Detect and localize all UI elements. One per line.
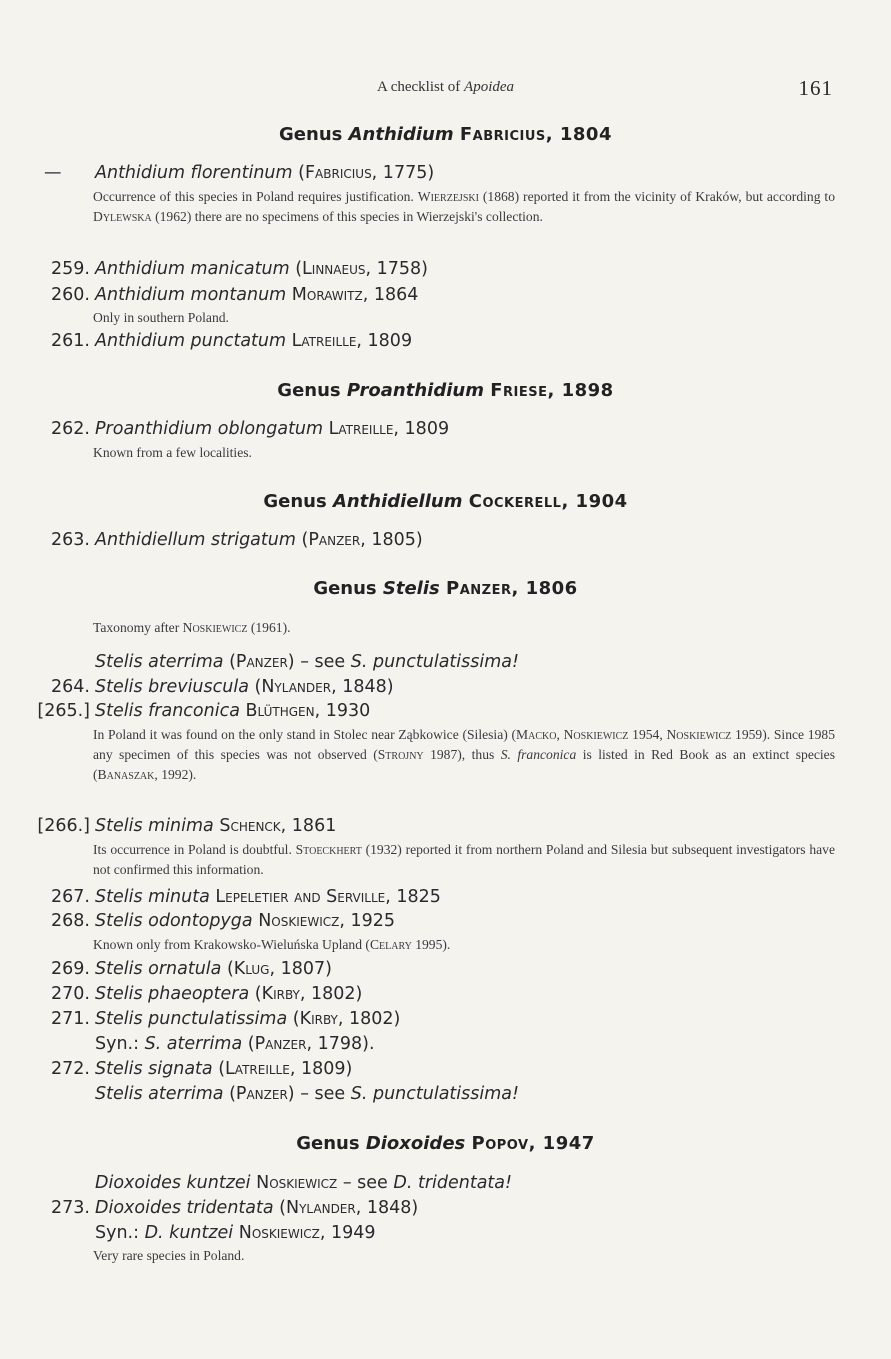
- genus-heading-stelis: Genus Stelis Panzer, 1806: [313, 578, 578, 599]
- page-number: 161: [798, 76, 833, 100]
- species-note: Occurrence of this species in Poland requires justification. Wierzejski (1868) reported it from the vicinity of Kraków, but according to Dylewska (1962) there are no specimens of this species in Wierzejski's collection.: [93, 189, 835, 224]
- genus-heading-anthidiellum: Genus Anthidiellum Cockerell, 1904: [263, 491, 628, 512]
- species-note: Only in southern Poland.: [93, 310, 229, 325]
- species-note: Very rare species in Poland.: [93, 1248, 245, 1263]
- species-note: Known from a few localities.: [93, 445, 252, 460]
- running-header: [0, 76, 891, 100]
- genus-heading-dioxoides: Genus Dioxoides Popov, 1947: [296, 1133, 595, 1154]
- species-note: In Poland it was found on the only stand in Stolec near Ząbkowice (Silesia) (Macko, Noskiewicz 1954, Noskiewicz 1959). Since 1985 any specimen of this species was not observed (Strojny 1987), thus S. franconica is listed in Red Book as an extinct species (Banaszak, 1992).: [93, 727, 835, 782]
- running-title: A checklist of Apoidea: [376, 79, 515, 95]
- genus-intro-note: Taxonomy after Noskiewicz (1961).: [93, 620, 291, 635]
- genus-heading-anthidium: Genus Anthidium Fabricius, 1804: [279, 124, 612, 145]
- species-note: Its occurrence in Poland is doubtful. Stoeckhert (1932) reported it from northern Poland and Silesia but subsequent investigators have not confirmed this information.: [93, 842, 835, 877]
- species-note: Known only from Krakowsko-Wieluńska Upland (Celary 1995).: [93, 937, 451, 952]
- document-page: A checklist of Apoidea 161 Genus Anthidium Fabricius, 1804 — Anthidium florentinum (Fabricius, 1775) Occurrence of this species in Poland requires justification. Wierzejski (1868) reported it from the vicinity of Kraków, but according to Dylewska (1962) there are no specimens of this species in Wierzejski's collection. 259. Anthidium manicatum (Linnaeus, 1758) 260. Anthidium montanum Morawitz, 1864 Only in southern Poland. 261. Anthidium punctatum Latreille, 1809 Genus Proanthidium Friese, 1898 262. Proanthidium oblongatum Latreille, 1809 Known from a few localities. Genus Anthidiellum Cockerell, 1904 263. Anthidiellum strigatum (Panzer, 1805) Genus Stelis Panzer, 1806 Taxonomy after Noskiewicz (1961). Stelis aterrima (Panzer) – see S. punctulatissima! 264. Stelis breviuscula (Nylander, 1848) [265.] Stelis franconica Blüthgen, 1930 In Poland it was found on the only stand in Stolec near Ząbkowice (Silesia) (Macko, Noskiewicz 1954, Noskiewicz 1959). Since 1985 any specimen of this species was not observed (Strojny 1987), thus S. franconica is listed in Red Book as an extinct species (Banaszak, 1992). [266.] Stelis minima Schenck, 1861 Its occurrence in Poland is doubtful. Stoeckhert (1932) reported it from northern Poland and Silesia but subsequent investigators have not confirmed this information. 267. Stelis minuta Lepeletier and Serville, 1825 268. Stelis odontopyga Noskiewicz, 1925 Known only from Krakowsko-Wieluńska Upland (Celary 1995). 269. Stelis ornatula (Klug, 1807) 270. Stelis phaeoptera (Kirby, 1802) 271. Stelis punctulatissima (Kirby, 1802) Syn.: S. aterrima (Panzer, 1798). 272. Stelis signata (Latreille, 1809) Stelis aterrima (Panzer) – see S. punctulatissima! Genus Dioxoides Popov, 1947 Dioxoides kuntzei Noskiewicz – see D. tridentata! 273. Dioxoides tridentata (Nylander, 1848) Syn.: D. kuntzei Noskiewicz, 1949 Very rare species in Poland.: [0, 0, 891, 1359]
- genus-heading-proanthidium: Genus Proanthidium Friese, 1898: [277, 380, 614, 401]
